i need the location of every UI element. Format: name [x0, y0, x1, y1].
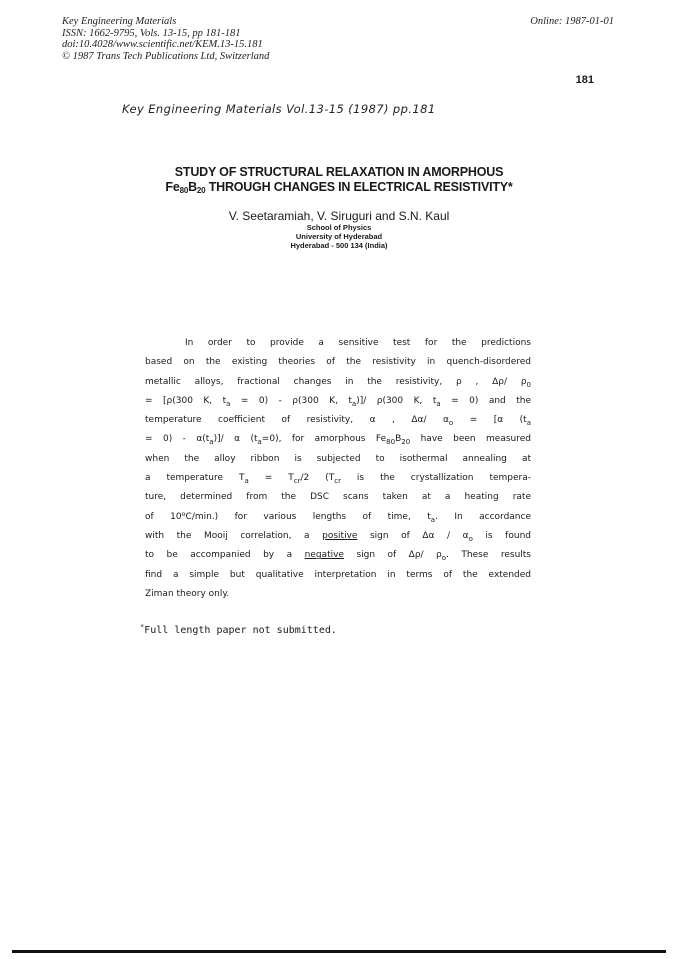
issn-line: ISSN: 1662-9795, Vols. 13-15, pp 181-181	[62, 27, 241, 39]
paper-title-line-2: $Fe_{80}B_{20}$ THROUGH CHANGES IN ELECTRICAL RESISTIVITY*	[165, 180, 513, 195]
affiliation-university: University of Hyderabad	[295, 232, 383, 241]
emphasis-negative: negative	[304, 550, 344, 561]
abstract-line: temperature coefficient of resistivity, α , Δα/ $\alpha_o = [\alpha$ ($t_a$	[145, 415, 532, 428]
copyright-line: © 1987 Trans Tech Publications Ltd, Switzerland	[62, 50, 270, 62]
abstract-line: = [ρ(300 K, $t_a = 0) - \rho(300$ K, $t_a)]/$ ρ(300 K, $t_a = 0$) and the	[145, 395, 531, 408]
page-number: 181	[575, 74, 594, 86]
abstract-line: ture, determined from the DSC scans taken at a heating rate	[145, 492, 531, 503]
abstract-line: of 10$^o$C/min.) for various lengths of time, $t_a$. In accordance	[145, 509, 531, 524]
footnote-text: Full length paper not submitted.	[144, 625, 337, 636]
abstract-line: metallic alloys, fractional changes in the resistivity, ρ , Δρ/ $\rho_0$	[145, 376, 531, 389]
abstract-line: find a simple but qualitative interpretation in terms of the extended	[145, 569, 531, 580]
footnote-mark: *	[140, 623, 145, 631]
affiliation-school: School of Physics	[306, 223, 372, 232]
doi-link[interactable]: doi:10.4028/www.scientific.net/KEM.13-15.181	[62, 39, 263, 51]
abstract-line: with the Mooij correlation, a positive sign of Δα / $\alpha_o$ is found	[145, 530, 531, 543]
abstract-line: a temperature $T_a = T_{cr}/2$ ($T_{cr}$ is the crystallization tempera-	[145, 473, 531, 486]
abstract-line: based on the existing theories of the resistivity in quench-disordered	[145, 357, 531, 368]
abstract-line: = $0) - \alpha(t_a)]/$ α $(t_a=0)$, for amorphous $Fe_{80}B_{20}$ have been measured	[145, 434, 532, 447]
paper-title-line-1: STUDY OF STRUCTURAL RELAXATION IN AMORPHOUS	[174, 165, 504, 179]
bottom-rule	[12, 950, 666, 953]
authors: V. Seetaramiah, V. Siruguri and S.N. Kaul	[228, 209, 450, 223]
publication-metadata	[62, 16, 269, 62]
emphasis-positive: positive	[322, 530, 358, 541]
abstract	[145, 334, 531, 604]
online-date: Online: 1987-01-01	[530, 16, 614, 27]
abstract-line: Ziman theory only.	[145, 588, 230, 599]
abstract-line: In order to provide a sensitive test for the predictions	[185, 338, 531, 348]
affiliation-address: Hyderabad - 500 134 (India)	[290, 241, 388, 250]
abstract-line: to be accompanied by a negative sign of Δρ/ $\rho_o$. These results	[145, 550, 531, 563]
abstract-line: when the alloy ribbon is subjected to isothermal annealing at	[145, 453, 531, 464]
journal-name: Key Engineering Materials	[62, 16, 177, 27]
footnote	[140, 623, 337, 636]
running-head: Key Engineering Materials Vol.13-15 (1987) pp.181	[122, 102, 436, 116]
